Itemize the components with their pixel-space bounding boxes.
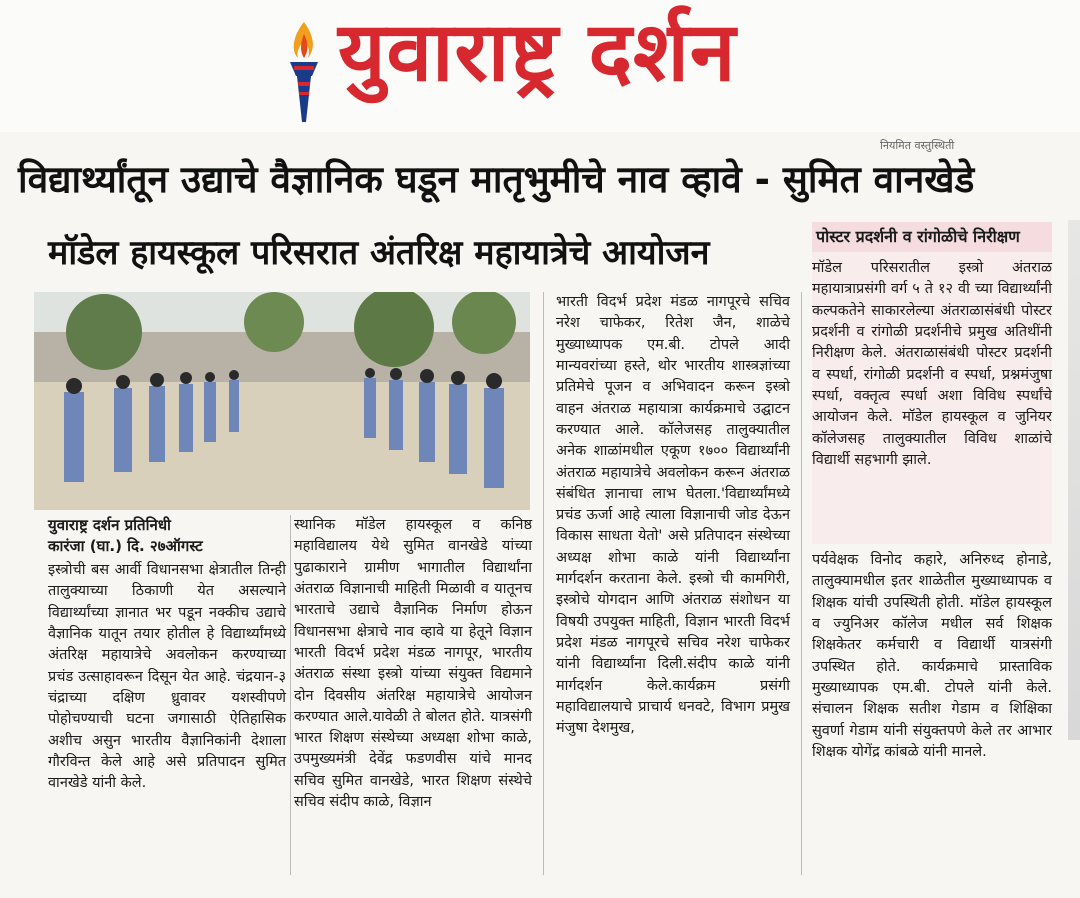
article-paragraph: भारती विदर्भ प्रदेश मंडळ नागपूरचे सचिव नरेश चाफेकर, रितेश जैन, शाळेचे मुख्याध्यापक एम.बी. टोपले आदी मान्यवरांच्या हस्ते, थोर भारतीय शास्त्रज्ञांच्या प्रतिमेचे पूजन व अभिवादन करून इस्त्रो वाहन अंतराळ महायात्रा कार्यक्रमाचे उद्घाटन करण्यात आले. कॉलेजसह तालुक्यातील अनेक शाळांमधील एकूण १७०० विद्यार्थ्यांनी अंतराळ महायात्रेचे अवलोकन करून अंतराळ संबंधित ज्ञानाचा लाभ घेतला.'विद्यार्थ्यांमध्ये प्रचंड ऊर्जा आहे त्याला विज्ञानाची जोड देऊन विकास साधता येतो' असे प्रतिपादन संस्थेच्या अध्यक्ष शोभा काळे यांनी विद्यार्थ्यांना मार्गदर्शन करताना केले. इस्त्रो ची कामगिरी, इस्त्रोचे योगदान आणि अंतराळ संशोधन या विषयी उपयुक्त माहिती, विज्ञान भारती विदर्भ प्रदेश मंडळ नागपूरचे सचिव नरेश चाफेकर यांनी विद्यार्थ्यांना दिली.संदीप काळे यांनी मार्गदर्शन केले.कार्यक्रम प्रसंगी महाविद्यालयाचे प्राचार्य धनवटे, विभाग प्रमुख मंजुषा देशमुख, — [556, 294, 790, 737]
masthead — [0, 0, 1080, 132]
sidebar-box-heading: पोस्टर प्रदर्शनी व रांगोळीचे निरीक्षण — [812, 222, 1052, 252]
article-column-4-top — [812, 258, 1052, 471]
byline — [48, 515, 288, 557]
byline-reporter: युवाराष्ट्र दर्शन प्रतिनिधी — [48, 516, 171, 534]
article-column-2 — [294, 515, 532, 813]
headline: विद्यार्थ्यांतून उद्याचे वैज्ञानिक घडून मातृभुमीचे नाव व्हावे - सुमित वानखेडे — [18, 158, 975, 201]
students-photo-illustration — [34, 292, 530, 510]
article-column-4-bottom — [812, 550, 1052, 763]
top-strip-text: नियमित वस्तुस्थिती — [880, 139, 955, 152]
article-column-3 — [556, 292, 790, 740]
column-divider — [543, 292, 544, 875]
torch-logo-icon — [284, 18, 324, 126]
page-edge-strip — [1068, 220, 1080, 740]
subheadline: मॉडेल हायस्कूल परिसरात अंतरिक्ष महायात्रेचे आयोजन — [48, 233, 710, 273]
article-paragraph: इस्त्रोची बस आर्वी विधानसभा क्षेत्रातील तिन्ही तालुक्याच्या ठिकाणी येत असल्याने विद्यार्थ्यांच्या ज्ञानात भर पडून नक्कीच उद्याचे वैज्ञानिक यातून तयार होतील हे विद्यार्थ्यांमध्ये अंतरिक्ष महायात्रेचे अवलोकन करण्याच्या प्रचंड उत्साहावरून दिसून येत आहे. चंद्रयान-३ चंद्राच्या दक्षिण ध्रुवावर यशस्वीपणे पोहोचण्याची घटना जगासाठी ऐतिहासिक अशीच असुन भारतीय वैज्ञानिकांनी देशाला गौरविन्त केले आहे असे प्रतिपादन सुमित वानखेडे यांनी केले. — [48, 562, 286, 792]
article-paragraph: मॉडेल परिसरातील इस्त्रो अंतराळ महायात्राप्रसंगी वर्ग ५ ते १२ वी च्या विद्यार्थ्यांनी कल्पकतेने साकारलेल्या अंतराळासंबंधी पोस्टर प्रदर्शनी व रांगोळी प्रदर्शनीचे प्रमुख अतिथींनी निरीक्षण केले. अंतराळासंबंधी पोस्टर प्रदर्शनी व स्पर्धा, रांगोळी प्रदर्शनी व स्पर्धा, प्रश्नमंजुषा स्पर्धा, वक्तृत्व स्पर्धा अशा विविध स्पर्धांचे आयोजन केले. मॉडेल हायस्कूल व जुनियर कॉलेजसह तालुक्यातील विविध शाळांचे विद्यार्थी सहभागी झाले. — [812, 260, 1052, 468]
article-column-1 — [48, 560, 286, 794]
article-paragraph: स्थानिक मॉडेल हायस्कूल व कनिष्ठ महाविद्यालय येथे सुमित वानखेडे यांच्या पुढाकाराने ग्रामीण भागातील विद्यार्थांना अंतराळ विज्ञानाची माहिती मिळावी व यातूनच भारताचे उद्याचे वैज्ञानिक निर्माण होऊन विधानसभा क्षेत्राचे नाव व्हावे या हेतूने विज्ञान भारती विदर्भ प्रदेश मंडळ नागपूर, भारतीय अंतराळ संस्था इस्त्रो यांच्या संयुक्त विद्यमाने दोन दिवसीय अंतरिक्ष महायात्रेचे आयोजन करण्यात आले.यावेळी ते बोलत होते. यात्रसंगी भारत शिक्षण संस्थेच्या अध्यक्षा शोभा काळे, उपमुख्यमंत्री देवेंद्र फडणवीस यांचे मानद सचिव सुमित वानखेडे, भारत शिक्षण संस्थेचे सचिव संदीप काळे, विज्ञान — [294, 517, 532, 811]
column-divider — [290, 515, 291, 875]
column-divider — [801, 292, 802, 875]
newspaper-brand-title: युवाराष्ट्र दर्शन — [338, 5, 737, 100]
article-paragraph: पर्यवेक्षक विनोद कहारे, अनिरुध्द होनाडे, तालुक्यामधील इतर शाळेतील मुख्याध्यापक व शिक्षक यांची उपस्थिती होती. मॉडेल हायस्कूल व ज्युनिअर कॉलेज मधील सर्व शिक्षक शिक्षकेतर कर्मचारी व विद्यार्थी यात्रसंगी उपस्थित होते. कार्यक्रमाचे प्रास्ताविक मुख्याध्यापक एम.बी. टोपले यांनी केले. संचालन शिक्षक सतीश गेडाम व शिक्षिका सुवर्णा गेडाम यांनी संयुक्तपणे केले तर आभार शिक्षक योगेंद्र कांबळे यांनी मानले. — [812, 552, 1052, 760]
students-photo — [34, 292, 530, 510]
byline-dateline: कारंजा (घा.) दि. २७ऑगस्ट — [48, 537, 203, 555]
